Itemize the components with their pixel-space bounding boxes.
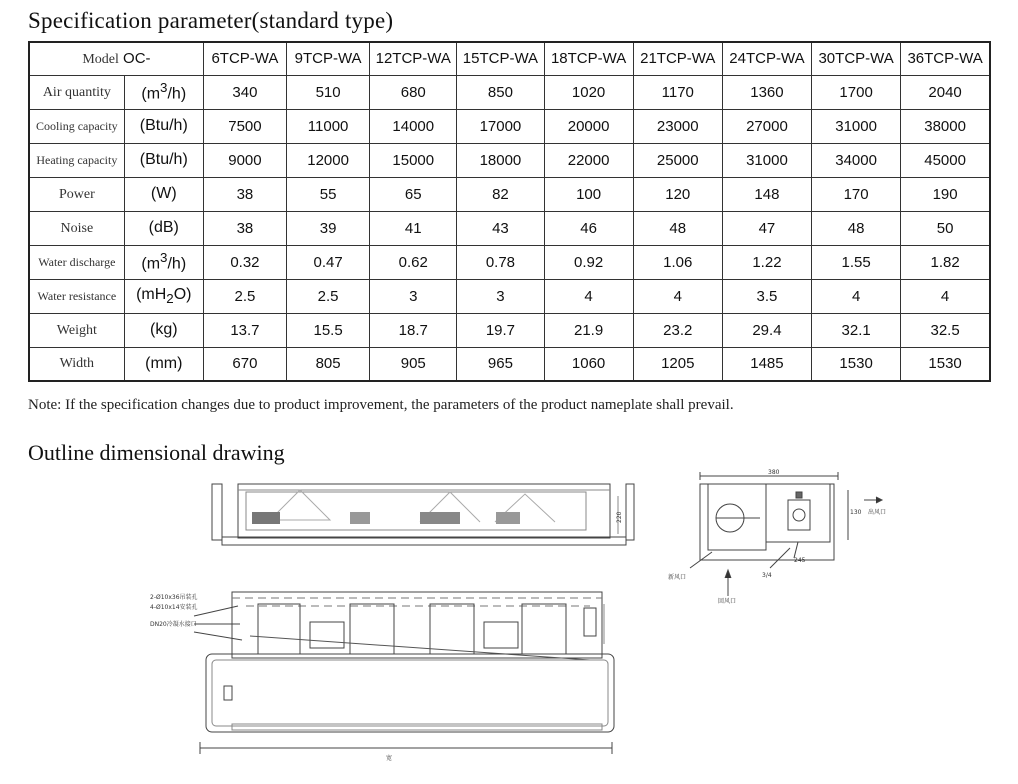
table-cell: 3.5 — [722, 279, 811, 313]
table-cell: 9000 — [203, 143, 286, 177]
model-cell: 30TCP-WA — [812, 42, 901, 75]
model-prefix: OC- — [123, 49, 151, 67]
table-cell: 32.5 — [901, 313, 990, 347]
table-cell: 55 — [287, 177, 370, 211]
table-cell: 18.7 — [370, 313, 457, 347]
table-cell: 3 — [370, 279, 457, 313]
table-cell: 905 — [370, 347, 457, 381]
table-cell: 45000 — [901, 143, 990, 177]
table-cell: 680 — [370, 75, 457, 109]
table-cell: 670 — [203, 347, 286, 381]
table-cell: 15000 — [370, 143, 457, 177]
top-dim-label: 380 — [768, 469, 780, 476]
row-label: Noise — [29, 211, 124, 245]
table-cell: 27000 — [722, 109, 811, 143]
row-label: Width — [29, 347, 124, 381]
table-cell: 12000 — [287, 143, 370, 177]
row-unit: $(m^3/h)$ — [124, 245, 203, 279]
model-cell: 12TCP-WA — [370, 42, 457, 75]
table-cell: 48 — [633, 211, 722, 245]
table-cell: 1485 — [722, 347, 811, 381]
model-cell: 18TCP-WA — [544, 42, 633, 75]
row-unit: $(mH_2O)$ — [124, 279, 203, 313]
spec-title: Specification parameter(standard type) — [28, 8, 394, 33]
row-label: Power — [29, 177, 124, 211]
row-unit: (Btu/h) — [124, 109, 203, 143]
table-cell: 1060 — [544, 347, 633, 381]
dim-245-label: 245 — [794, 557, 806, 564]
model-cell: 15TCP-WA — [457, 42, 544, 75]
table-cell: 48 — [812, 211, 901, 245]
callout-mounting-hole: 4-Ø10x14安装孔 — [150, 604, 198, 611]
table-cell: 850 — [457, 75, 544, 109]
row-unit: (kg) — [124, 313, 203, 347]
table-cell: 21.9 — [544, 313, 633, 347]
table-cell: 100 — [544, 177, 633, 211]
model-cell: 9TCP-WA — [287, 42, 370, 75]
table-cell: 148 — [722, 177, 811, 211]
table-cell: 14000 — [370, 109, 457, 143]
table-cell: 25000 — [633, 143, 722, 177]
table-cell: 1530 — [812, 347, 901, 381]
plan-view-drawing — [194, 592, 614, 754]
table-cell: 34000 — [812, 143, 901, 177]
table-cell: 1700 — [812, 75, 901, 109]
table-cell: 46 — [544, 211, 633, 245]
table-cell: 0.32 — [203, 245, 286, 279]
table-cell: 1.22 — [722, 245, 811, 279]
table-cell: 47 — [722, 211, 811, 245]
table-cell: 1170 — [633, 75, 722, 109]
table-cell: 1.06 — [633, 245, 722, 279]
table-cell: 32.1 — [812, 313, 901, 347]
table-cell: 41 — [370, 211, 457, 245]
table-cell: 0.92 — [544, 245, 633, 279]
model-label: Model — [82, 51, 119, 67]
table-cell: 1.55 — [812, 245, 901, 279]
table-cell: 15.5 — [287, 313, 370, 347]
row-unit: (mm) — [124, 347, 203, 381]
model-cell: 24TCP-WA — [722, 42, 811, 75]
table-cell: 170 — [812, 177, 901, 211]
pipe-label: 3/4 — [762, 572, 772, 579]
table-cell: 510 — [287, 75, 370, 109]
side-view-drawing — [690, 472, 882, 596]
table-cell: 1.82 — [901, 245, 990, 279]
table-cell: 0.78 — [457, 245, 544, 279]
table-cell: 4 — [812, 279, 901, 313]
drawing-title: Outline dimensional drawing — [28, 440, 285, 465]
table-cell: 38 — [203, 211, 286, 245]
table-cell: 17000 — [457, 109, 544, 143]
row-unit: (W) — [124, 177, 203, 211]
table-cell: 4 — [633, 279, 722, 313]
table-cell: 38000 — [901, 109, 990, 143]
table-cell: 2040 — [901, 75, 990, 109]
bottom-dim-label: 宽 — [386, 755, 393, 762]
model-cell: 6TCP-WA — [203, 42, 286, 75]
table-cell: 13.7 — [203, 313, 286, 347]
table-cell: 50 — [901, 211, 990, 245]
table-cell: 1020 — [544, 75, 633, 109]
table-cell: 4 — [544, 279, 633, 313]
table-cell: 20000 — [544, 109, 633, 143]
table-cell: 805 — [287, 347, 370, 381]
table-cell: 0.47 — [287, 245, 370, 279]
callout-drain: DN20冷凝水接口 — [150, 621, 197, 628]
table-cell: 340 — [203, 75, 286, 109]
table-cell: 19.7 — [457, 313, 544, 347]
callout-hanging-hole: 2-Ø10x36吊装孔 — [150, 594, 198, 601]
table-cell: 0.62 — [370, 245, 457, 279]
table-cell: 29.4 — [722, 313, 811, 347]
outlet-label: 出风口 — [868, 509, 887, 516]
row-label: Weight — [29, 313, 124, 347]
spec-note: Note: If the specification changes due to product improvement, the parameters of the product nameplate shall prevail. — [28, 397, 734, 413]
table-cell: 190 — [901, 177, 990, 211]
height-dim-label: 220 — [616, 511, 623, 523]
row-label: Heating capacity — [29, 143, 124, 177]
model-cell: 36TCP-WA — [901, 42, 990, 75]
table-cell: 2.5 — [203, 279, 286, 313]
table-cell: 31000 — [812, 109, 901, 143]
table-cell: 65 — [370, 177, 457, 211]
row-unit: (Btu/h) — [124, 143, 203, 177]
row-label: Water resistance — [29, 279, 124, 313]
table-cell: 11000 — [287, 109, 370, 143]
inlet-label: 回风口 — [718, 598, 737, 605]
table-cell: 22000 — [544, 143, 633, 177]
table-cell: 82 — [457, 177, 544, 211]
row-label: Cooling capacity — [29, 109, 124, 143]
row-label: Water discharge — [29, 245, 124, 279]
return-inlet-label: 新风口 — [668, 574, 687, 581]
table-cell: 1360 — [722, 75, 811, 109]
row-unit: $(m^3/h)$ — [124, 75, 203, 109]
row-label: Air quantity — [29, 75, 124, 109]
table-cell: 1530 — [901, 347, 990, 381]
table-cell: 2.5 — [287, 279, 370, 313]
table-cell: 4 — [901, 279, 990, 313]
table-cell: 23.2 — [633, 313, 722, 347]
table-cell: 7500 — [203, 109, 286, 143]
table-cell: 18000 — [457, 143, 544, 177]
table-cell: 38 — [203, 177, 286, 211]
table-cell: 31000 — [722, 143, 811, 177]
table-cell: 43 — [457, 211, 544, 245]
table-cell: 1205 — [633, 347, 722, 381]
table-cell: 39 — [287, 211, 370, 245]
table-cell: 3 — [457, 279, 544, 313]
row-unit: (dB) — [124, 211, 203, 245]
side-dim-label: 130 — [850, 509, 862, 516]
model-cell: 21TCP-WA — [633, 42, 722, 75]
table-cell: 23000 — [633, 109, 722, 143]
table-cell: 965 — [457, 347, 544, 381]
table-cell: 120 — [633, 177, 722, 211]
top-view-drawing — [212, 484, 634, 545]
